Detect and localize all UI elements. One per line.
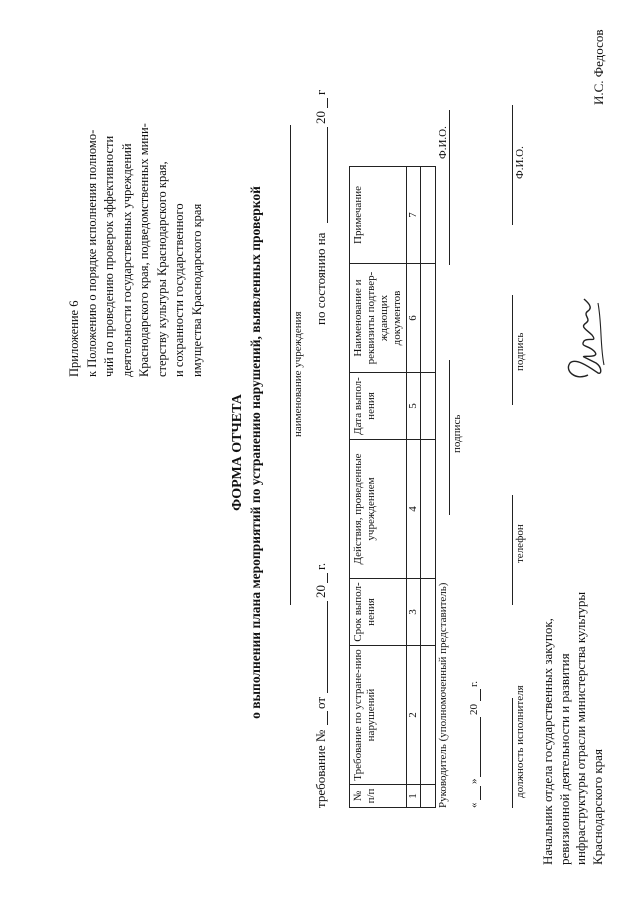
as-of-year: 20 [313,111,328,124]
form-subtitle: о выполнении плана мероприятий по устранению нарушений, выявленных проверкой [248,186,263,719]
appendix-line: к Положению о порядке исполнения полномо- [84,129,99,377]
phone-line [512,495,513,605]
table-header-row [350,167,407,808]
appendix-line: Краснодарского края, подведомственных мини- [137,123,151,377]
table-cell [421,373,436,440]
institution-caption: наименование учреждения [292,311,304,437]
number-cell: 2 [407,646,421,785]
table-row [407,167,421,808]
footer-position-line: ревизионной деятельности и развития [556,653,572,865]
appendix-line: Приложение 6 [67,300,81,377]
number-cell: 5 [407,373,421,440]
header-cell: Требование по устране-нию нарушений [350,646,407,785]
year-suffix: г. [313,562,328,570]
header-cell: Дата выпол-нения [350,373,407,440]
phone-caption: телефон [514,524,526,563]
header-cell: Наименование и реквизиты подтвер-ждающих документов [350,264,407,373]
as-of-label: по состоянию на [313,232,328,325]
requirement-number-line [327,711,328,725]
from-label: от [313,696,328,709]
appendix-line: имущества Краснодарского края [189,203,204,377]
form-title: ФОРМА ОТЧЕТА [230,394,245,511]
footer-name: И.С. Федосов [591,29,606,105]
year-prefix: 20 [313,585,328,598]
table-row [421,167,436,808]
table-cell [421,167,436,264]
date-year: 20 [468,704,480,715]
number-cell: 3 [407,579,421,646]
as-of-year-suffix: г [313,89,328,95]
head-signature-caption: подпись [451,414,463,453]
executor-fio-caption: Ф.И.О. [514,146,526,179]
requirement-label: требование № [313,729,328,808]
head-label: Руководитель (уполномоченный представитель) [437,582,449,808]
number-cell: 4 [407,440,421,579]
handwritten-signature [558,295,610,385]
executor-position-line [512,698,513,808]
institution-line [290,125,291,605]
head-signature-line [449,360,450,515]
date-quote-open: « [468,802,480,808]
appendix-line: стерству культуры Краснодарского края, [154,161,169,377]
number-cell: 1 [407,785,421,808]
head-fio-caption: Ф.И.О. [437,126,449,159]
footer-position-line: Краснодарского края [589,749,605,865]
executor-position-caption: должность исполнителя [514,685,526,798]
number-cell: 7 [407,167,421,264]
header-cell: № п/п [350,785,407,808]
appendix-note [66,123,206,377]
appendix-line: чий по проведению проверок эффективности [102,135,116,377]
appendix-line: деятельности государственных учреждений [119,143,134,377]
header-cell: Действия, проведенные учреждением [350,440,407,579]
as-of-date-line [327,127,328,223]
year-line [327,573,328,583]
requirement-date-line [327,601,328,693]
report-table [349,166,436,808]
date-month-line [480,717,481,777]
as-of-year-line [327,98,328,108]
date-day-line [480,786,481,800]
header-cell: Примечание [350,167,407,264]
footer-position-line: инфраструктуры отрасли министерства культуры [573,591,588,865]
appendix-line: и сохранности государственного [172,203,186,377]
table-cell [421,785,436,808]
footer-position-line: Начальник отдела государственных закупок, [540,618,555,865]
executor-signature-caption: подпись [514,332,526,371]
date-year-line [480,689,481,701]
header-cell: Срок выпол-нения [350,579,407,646]
executor-signature-line [512,295,513,405]
executor-fio-line [512,105,513,225]
footer-position [540,592,606,865]
table-cell [421,264,436,373]
date-year-suffix: г. [468,680,480,687]
table-cell [421,646,436,785]
table-cell [421,440,436,579]
date-quote-close: » [468,778,480,784]
table-cell [421,579,436,646]
number-cell: 6 [407,264,421,373]
head-fio-line [449,110,450,265]
